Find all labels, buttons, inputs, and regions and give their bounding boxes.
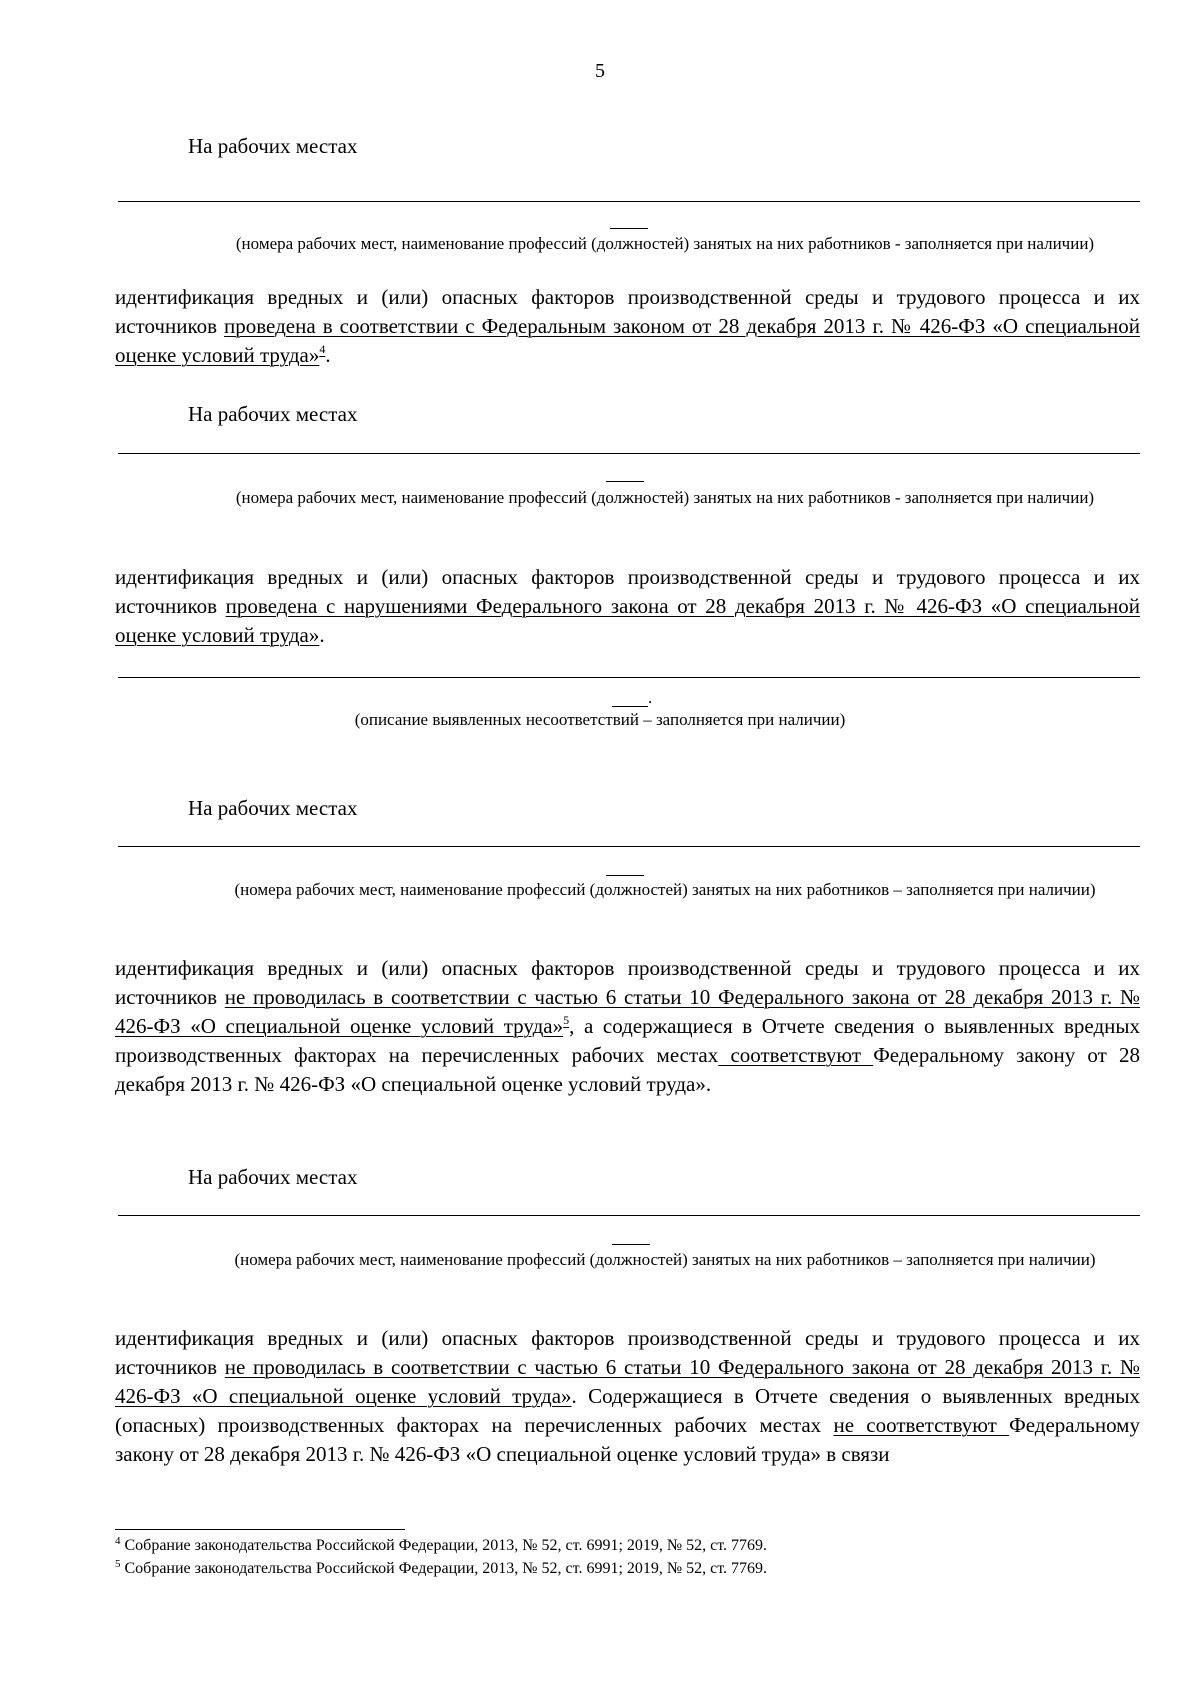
fill-line-nonconformities[interactable] bbox=[118, 677, 1140, 678]
workplaces-caption-3: (номера рабочих мест, наименование профессий (должностей) занятых на них работников – заполняется при наличии) bbox=[234, 880, 1096, 899]
fill-line-short-1 bbox=[610, 228, 648, 229]
paragraph-3-underlined-2: соответствуют bbox=[718, 1043, 874, 1067]
nonconformity-period: . bbox=[648, 688, 653, 707]
fill-line-short-4 bbox=[612, 1244, 650, 1245]
footnote-5 bbox=[115, 1558, 767, 1580]
paragraph-3 bbox=[115, 954, 1140, 1099]
paragraph-1-tail: . bbox=[325, 343, 331, 367]
paragraph-4-underlined-2: не соответствуют bbox=[833, 1413, 1010, 1437]
fill-line-4[interactable] bbox=[118, 1215, 1140, 1216]
workplaces-lead-3: На рабочих местах bbox=[188, 796, 358, 820]
footnote-5-text: Собрание законодательства Российской Федерации, 2013, № 52, ст. 6991; 2019, № 52, ст. 7769. bbox=[120, 1560, 768, 1577]
footnote-ref-5[interactable]: 5 bbox=[563, 1013, 570, 1027]
footnote-5-ref: 5 bbox=[115, 1558, 121, 1570]
paragraph-3-tail: Федеральному закону от 28 декабря 2013 г. № 426-ФЗ «О специальной оценке условий труда». bbox=[115, 1043, 1140, 1096]
workplaces-lead-4: На рабочих местах bbox=[188, 1165, 358, 1189]
workplaces-lead-2: На рабочих местах bbox=[188, 402, 358, 426]
paragraph-4-text: идентификация вредных и (или) опасных факторов производственной среды и трудового процесса и их источников bbox=[115, 1326, 1140, 1379]
paragraph-4 bbox=[115, 1324, 1140, 1469]
paragraph-2-tail: . bbox=[319, 623, 325, 647]
fill-line-short-2 bbox=[606, 481, 644, 482]
paragraph-1-underlined: проведена в соответствии с Федеральным законом от 28 декабря 2013 г. № 426-ФЗ «О специальной оценке условий труда» bbox=[115, 314, 1140, 367]
footnote-4 bbox=[115, 1535, 767, 1557]
page-number: 5 bbox=[595, 60, 605, 82]
fill-line-2[interactable] bbox=[118, 453, 1140, 454]
fill-line-1[interactable] bbox=[118, 201, 1140, 202]
paragraph-2-underlined: проведена с нарушениями Федерального закона от 28 декабря 2013 г. № 426-ФЗ «О специальной оценке условий труда» bbox=[115, 594, 1140, 647]
paragraph-4-tail: Федеральному закону от 28 декабря 2013 г. № 426-ФЗ «О специальной оценке условий труда» в связи bbox=[115, 1413, 1140, 1466]
paragraph-4-mid: . Содержащиеся в Отчете сведения о выявленных вредных (опасных) производственных факторах на перечисленных рабочих местах bbox=[115, 1384, 1140, 1437]
paragraph-2 bbox=[115, 563, 1140, 650]
paragraph-1-text: идентификация вредных и (или) опасных факторов производственной среды и трудового процесса и их источников bbox=[115, 285, 1140, 338]
paragraph-4-underlined: не проводилась в соответствии с частью 6 статьи 10 Федерального закона от 28 декабря 2013 г. № 426-ФЗ «О специальной оценке условий труда» bbox=[115, 1355, 1140, 1408]
footnote-ref-4[interactable]: 4 bbox=[319, 342, 326, 356]
paragraph-1 bbox=[115, 283, 1140, 370]
paragraph-2-text: идентификация вредных и (или) опасных факторов производственной среды и трудового процесса и их источников bbox=[115, 565, 1140, 618]
fill-line-3[interactable] bbox=[118, 846, 1140, 847]
footnote-4-ref: 4 bbox=[115, 1535, 121, 1547]
workplaces-caption-1: (номера рабочих мест, наименование профессий (должностей) занятых на них работников - заполняется при наличии) bbox=[235, 234, 1095, 253]
workplaces-caption-4: (номера рабочих мест, наименование профессий (должностей) занятых на них работников – заполняется при наличии) bbox=[234, 1250, 1096, 1269]
paragraph-3-text: идентификация вредных и (или) опасных факторов производственной среды и трудового процесса и их источников bbox=[115, 956, 1140, 1009]
workplaces-lead-1: На рабочих местах bbox=[188, 134, 358, 158]
workplaces-caption-2: (номера рабочих мест, наименование профессий (должностей) занятых на них работников - заполняется при наличии) bbox=[235, 488, 1095, 507]
nonconformities-caption: (описание выявленных несоответствий – заполняется при наличии) bbox=[354, 710, 846, 729]
fill-line-short-3 bbox=[606, 875, 644, 876]
paragraph-3-underlined: не проводилась в соответствии с частью 6 статьи 10 Федерального закона от 28 декабря 2013 г. № 426-ФЗ «О специальной оценке условий труда» bbox=[115, 985, 1140, 1038]
fill-line-short-nonconformities bbox=[612, 706, 648, 707]
footnote-separator bbox=[115, 1529, 405, 1530]
paragraph-3-mid: , а содержащиеся в Отчете сведения о выявленных вредных производственных факторах на перечисленных рабочих местах bbox=[115, 1014, 1140, 1067]
footnote-4-text: Собрание законодательства Российской Федерации, 2013, № 52, ст. 6991; 2019, № 52, ст. 7769. bbox=[120, 1537, 768, 1554]
